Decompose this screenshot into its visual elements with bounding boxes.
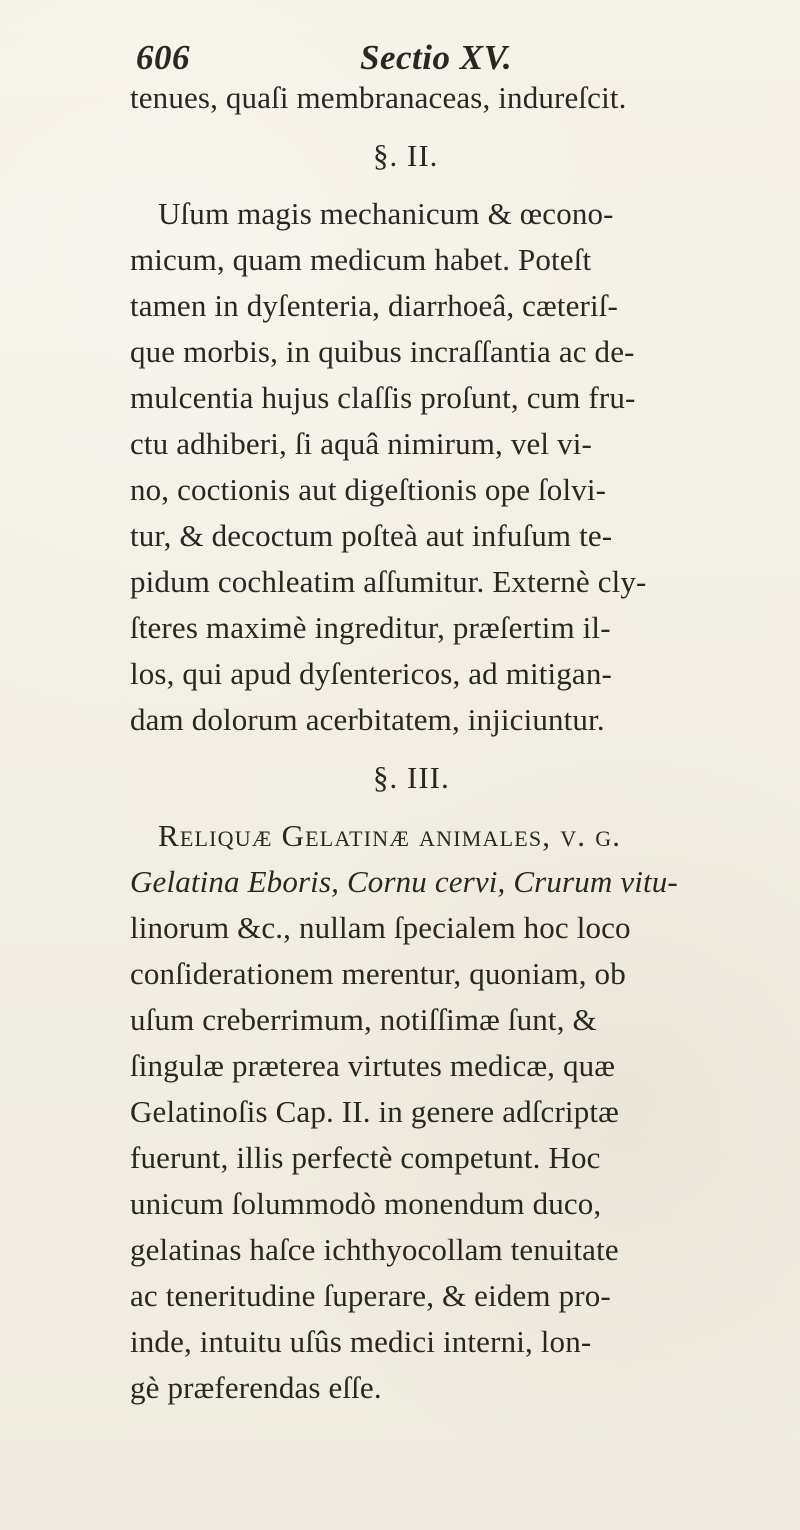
text-line-9: no, coctionis aut digeſtionis ope ſolvi- [130,472,607,507]
text-line-4: micum, quam medicum habet. Poteſt [130,242,592,277]
text-line-19: conſiderationem merentur, quoniam, ob [130,956,626,991]
text-line-8: ctu adhiberi, ſi aquâ nimirum, vel vi- [130,426,592,461]
text-line-24: unicum ſolummodò monendum duco, [130,1186,602,1221]
text-line-10: tur, & decoctum poſteà aut infuſum te- [130,518,613,553]
text-line-18: linorum &c., nullam ſpecialem hoc loco [130,910,631,945]
text-line-28: gè præferendas eſſe. [130,1370,382,1405]
text-line-7: mulcentia hujus claſſis proſunt, cum fru- [130,380,636,415]
text-line-27: inde, intuitu uſûs medici interni, lon- [130,1324,592,1359]
text-line-16: Reliquæ Gelatinæ animales, v. g. [158,818,622,853]
text-line-3: Uſum magis mechanicum & œcono- [158,196,614,231]
section-title: Sectio XV. [360,38,513,77]
text-line-5: tamen in dyſenteria, diarrhoeâ, cæteriſ- [130,288,619,323]
text-line-12: ſteres maximè ingreditur, præſertim il- [130,610,611,645]
text-line-11: pidum cochleatim aſſumitur. Externè cly- [130,564,647,599]
text-line-26: ac teneritudine ſuperare, & eidem pro- [130,1278,611,1313]
text-line-14: dam dolorum acerbitatem, injiciuntur. [130,702,605,737]
text-line-17: Gelatina Eboris, Cornu cervi, Crurum vitu- [130,864,678,899]
section-mark-ii: §. II. [373,138,439,173]
text-line-25: gelatinas haſce ichthyocollam tenuitate [130,1232,619,1267]
section-mark-iii: §. III. [373,760,450,795]
text-line-1: tenues, quaſi membranaceas, indureſcit. [130,80,627,115]
text-line-21: ſingulæ præterea virtutes medicæ, quæ [130,1048,616,1083]
text-line-23: fuerunt, illis perfectè competunt. Hoc [130,1140,601,1175]
text-line-22: Gelatinoſis Cap. II. in genere adſcriptæ [130,1094,619,1129]
page-number: 606 [136,38,190,77]
text-line-6: que morbis, in quibus incraſſantia ac de- [130,334,635,369]
text-line-13: los, qui apud dyſentericos, ad mitigan- [130,656,612,691]
text-line-20: uſum creberrimum, notiſſimæ ſunt, & [130,1002,597,1037]
